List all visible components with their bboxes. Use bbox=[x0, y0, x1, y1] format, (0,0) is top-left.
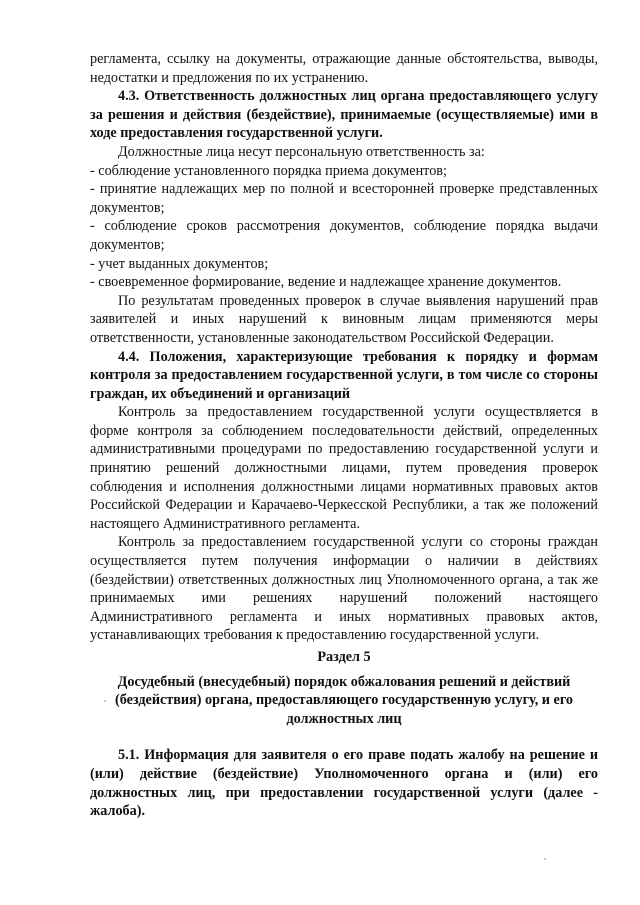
paragraph-continuation: регламента, ссылку на документы, отражающие данные обстоятельства, выводы, недостатки и предложения по их устранению. bbox=[90, 51, 598, 86]
section-5-heading: Досудебный (внесудебный) порядок обжалования решений и действий (бездействия) органа, предоставляющего государственную услугу, и его должностных лиц bbox=[114, 673, 573, 727]
heading-4-4: 4.4. Положения, характеризующие требования к порядку и формам контроля за предоставлением государственной услуги, в том числе со стороны граждан, их объединений и организаций bbox=[90, 348, 598, 402]
list-item: - соблюдение установленного порядка приема документов; bbox=[90, 162, 447, 179]
paragraph-citizen-control: Контроль за предоставлением государственной услуги со стороны граждан осуществляется путем получения информации о наличии в действиях (бездействии) ответственных должностных лиц Уполномоченного органа, а так же принимаемых ими решениях нарушений положений настоящего Административного регламента и иных нормативных правовых актов, устанавливающих требования к предоставлению государственной услуги. bbox=[90, 534, 598, 644]
paragraph-control-form: Контроль за предоставлением государственной услуги осуществляется в форме контроля за соблюдением последовательности действий, определенных административными процедурами по предоставлению государственной услуги и принятию решений должностными лицами, путем проведения проверок соблюдения и исполнения должностными лицами нормативных правовых актов Российской Федерации и Карачаево-Черкесской Республики, а так же положений настоящего Административного регламента. bbox=[90, 404, 598, 532]
paragraph-responsibility-intro: Должностные лица несут персональную ответственность за: bbox=[118, 143, 485, 160]
scan-speck bbox=[544, 858, 546, 860]
heading-4-3: 4.3. Ответственность должностных лиц органа предоставляющего услугу за решения и действия (бездействие), принимаемые (осуществляемые) ими в ходе предоставления государственной услуги. bbox=[90, 88, 598, 142]
heading-5-1: 5.1. Информация для заявителя о его праве подать жалобу на решение и (или) действие (бездействие) Уполномоченного органа и (или) его должностных лиц, при предоставлении государственной услуги (далее - жалоба). bbox=[90, 747, 598, 820]
document-body bbox=[90, 50, 598, 821]
list-item: - своевременное формирование, ведение и надлежащее хранение документов. bbox=[90, 274, 562, 291]
list-item: - учет выданных документов; bbox=[90, 255, 269, 272]
paragraph-inspection-results: По результатам проведенных проверок в случае выявления нарушений прав заявителей и иных нарушений к виновным лицам применяются меры ответственности, установленные законодательством Российской Федерации. bbox=[90, 292, 598, 346]
list-item: - принятие надлежащих мер по полной и всесторонней проверке представленных документов; bbox=[90, 181, 598, 216]
section-5-title: Раздел 5 bbox=[317, 649, 371, 665]
list-item: - соблюдение сроков рассмотрения документов, соблюдение порядка выдачи документов; bbox=[90, 218, 598, 253]
